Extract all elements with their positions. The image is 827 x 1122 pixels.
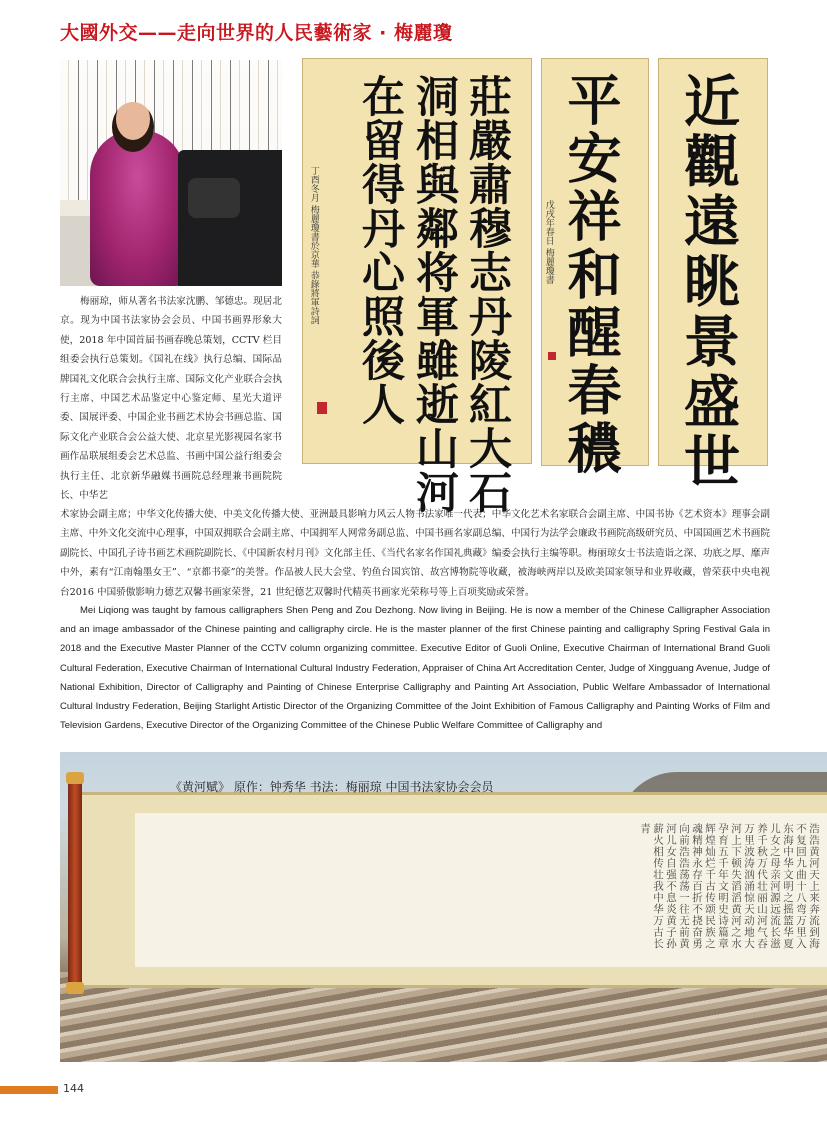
- rod-cap-top: [66, 772, 84, 784]
- page-title: 大國外交——走向世界的人民藝術家 · 梅麗瓊: [60, 22, 453, 44]
- bio-english-text: Mei Liqiong was taught by famous calligraphers Shen Peng and Zou Dezhong. Now living in Beijing. He is now a member of the Chinese Calligrapher Association and an image ambassador of the Chinese painting and calligraphy circle. He is the master planner of the first Chinese painting and calligraphy Spring Festival Gala in 2018 and the Executive Master Planner of the CCTV column organizing committee. Executive Editor of Guoli Online, Executive Chairman of International Brand Guoli Cultural Federation, Executive Chairman of International Cultural Industry Federation, Appraiser of China Art Accreditation Center, Judge of Xingguang Avenue, Judge of National Exhibition, Director of Calligraphy and Painting of Chinese Enterprise Calligraphy and Painting Art Association, Public Welfare Ambassador of International Cultural Industry Federation, Beijing Starlight Artistic Director of the Organizing Committee of the Joint Exhibition of Famous Calligraphy and Painting Works of Film and Television Gardens, Executive Director of the Organizing Committee of the Chinese Public Welfare Committee of Calligraphy and: [60, 605, 770, 732]
- red-seal: [317, 402, 327, 414]
- page-accent-bar: [0, 1086, 58, 1094]
- portrait-photo: [60, 60, 282, 286]
- yellow-river-banner: [60, 752, 827, 1062]
- scroll-left-col3: 在留得丹心照後人: [355, 74, 405, 426]
- bio-english: [60, 601, 770, 735]
- scroll-middle-text: 平安祥和醒春穠: [559, 72, 623, 478]
- rod-cap-bottom: [66, 982, 84, 994]
- tv-camera: [178, 150, 282, 286]
- artist-head: [112, 102, 154, 152]
- scroll-calligraphy-text: 浩浩黄河天上来奔流到海不复回九曲十八弯万里入东海中华文明之摇篮华夏儿女之母亲河源远流长滋养千秋万代壮丽山河气吞万里波涛汹涌惊天动地大河上下顿失滔滔黄河之水孕育五千年文明史诗篇章辉煌灿烂千古传颂民族之魂精神永存百折不挠奋勇向前浩浩荡荡一往无前黄河儿女自强不息炎黄子孙薪火相传壮我中华万古长青: [639, 823, 820, 950]
- artist-figure: [90, 130, 185, 286]
- camera-lens: [188, 178, 240, 218]
- bio-chinese-lead: [60, 292, 282, 505]
- scroll-left-inscription: 丁酉冬月 梅麗瓊書於京華 恭錄將軍詩詞: [308, 166, 319, 325]
- horizontal-scroll: [80, 792, 827, 988]
- banner-caption: 《黄河赋》 原作：钟秀华 书法：梅丽琼 中国书法家协会会员: [170, 780, 494, 794]
- red-seal: [548, 352, 556, 360]
- scroll-left-col1: 莊嚴肅穆志丹陵紅大石: [462, 74, 512, 514]
- scroll-left-col2: 洞相與鄰将軍雖逝山河: [409, 74, 459, 514]
- scroll-rod: [68, 780, 82, 985]
- scroll-middle-inscription: 戊戌年春日 梅麗瓊書: [543, 200, 554, 284]
- page-number: 144: [63, 1082, 84, 1095]
- bio-chinese-rest: 术家协会副主席；中华文化传播大使、中美文化传播大使、亚洲最具影响力风云人物书法家唯一代表；中华文化艺术名家联合会副主席、中国书协《艺术资本》理事会副主席、中外文化交流中心理事，中国双拥联合会副主席、中国拥军人网常务副总监、中国书画名家副总编、中国行为法学会廉政书画院高级研究员、中国国画艺术书画院副院长、中国孔子诗书画艺术画院副院长、《中国新农村月刊》文化部主任、《当代名家名作国礼典藏》编委会执行主编等职。梅丽琼女士书法造诣之深、功底之厚、靡声中外，素有“江南翰墨女王”、“京都书豪”的美誉。作品被人民大会堂、钓鱼台国宾馆、故宫博物院等收藏，被海峡两岸以及欧美国家领导和业界收藏，曾荣获中央电视台2016 中国骄傲影响力德艺双馨书画家荣誉，21 世纪德艺双馨时代精英书画家光荣称号等上百项奖励或荣誉。: [60, 509, 770, 598]
- bio-chinese-lead-text: 梅丽琼，师从著名书法家沈鹏、邹德忠。现居北京。现为中国书法家协会会员、中国书画界形象大使，2018 年中国首届书画春晚总策划，CCTV 栏目组委会执行总策划。《国礼在线》执行总编、国际品牌国礼文化联合会执行主席、国际文化产业联合会执行主席、中国艺术品鉴定中心鉴定师、星光大道评委、国展评委、中国企业书画艺术协会书画总监、国际文化产业联合会公益大使、北京星光影视园名家书画作品联展组委会艺术总监、书画中国公益行组委会执行主任、北京新华融媒书画院总经理兼书画院院长、中华艺: [60, 296, 282, 502]
- scroll-right-text: 近觀遠眺景盛世: [675, 72, 741, 492]
